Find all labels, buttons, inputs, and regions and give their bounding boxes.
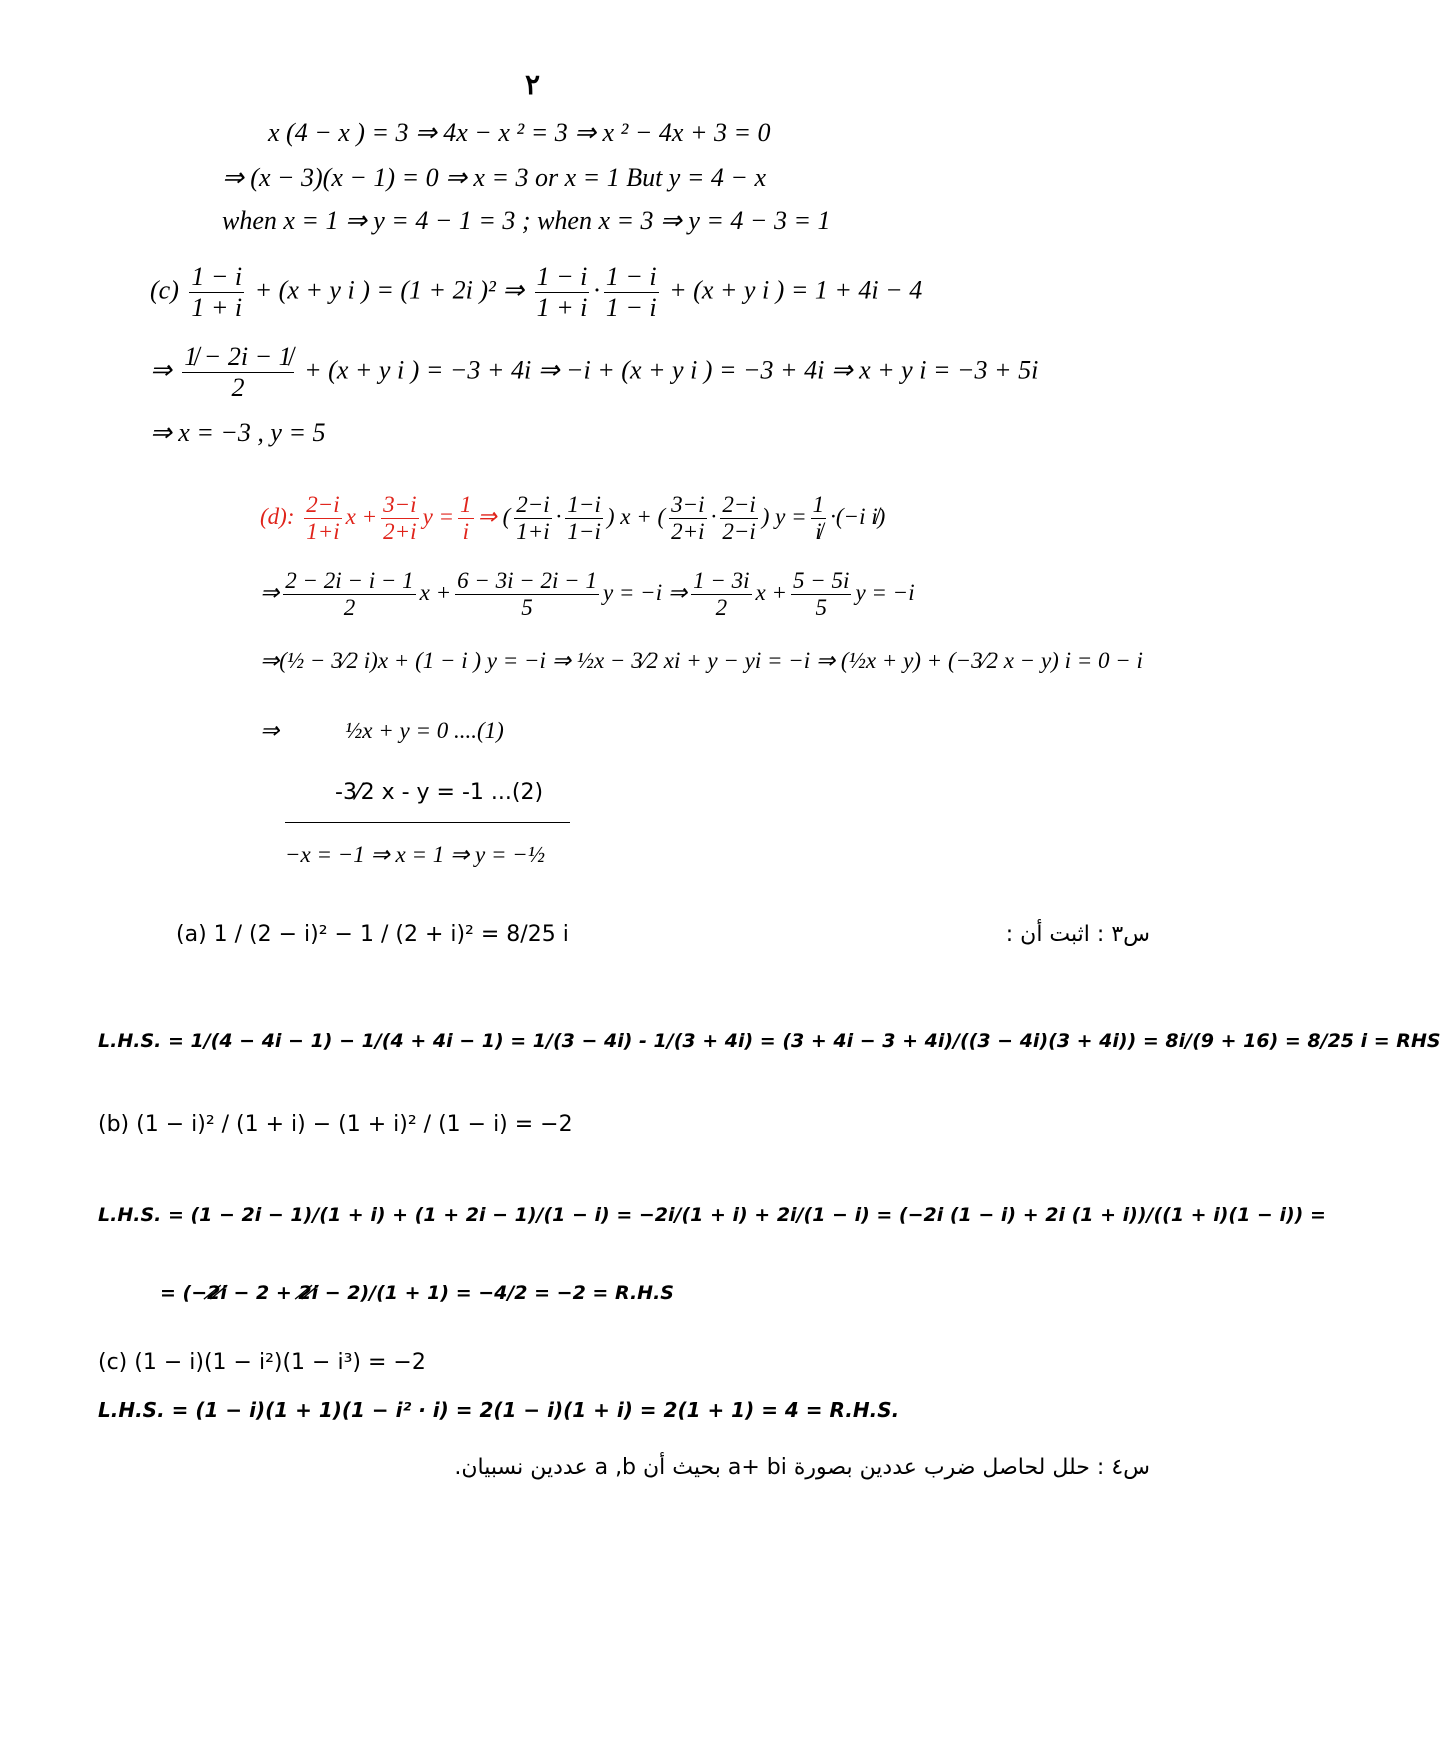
fraction: $\frac{1̸ - 2i - 1̸}{2}$ [184, 342, 292, 402]
fraction: $\frac{5 - 5i}{5}$ [793, 568, 850, 621]
q3-b-proof-2: = (−2̸i̸ − 2 + 2̸i̸ − 2)/(1 + 1) = −4/2 = −2 = R.H.S [160, 1282, 674, 1304]
fraction: $\frac{1 - i}{1 + i}$ [536, 262, 588, 322]
q3-b-proof-1: L.H.S. = (1 − 2i − 1)/(1 + i) + (1 + 2i − 1)/(1 − i) = −2i/(1 + i) + 2i/(1 − i) = (−2i (1 − i) + 2i (1 + i))/((1 + i)(1 − i)) = [98, 1204, 1326, 1226]
fraction: $\frac{1 - 3i}{2}$ [693, 568, 750, 621]
fraction: $\frac{1 - i}{1 + i}$ [191, 262, 243, 322]
part-d-line-3: ⇒(½ − 3⁄2 i)x + (1 − i ) y = −i ⇒ ½x − 3⁄2 xi + y − yi = −i ⇒ (½x + y) + (−3⁄2 x − y) i = 0 − i [260, 648, 1143, 673]
fraction: $\frac{2 - 2i - i - 1}{2}$ [285, 568, 414, 621]
fraction: $\frac{3-i}{2+i}$ [671, 492, 705, 545]
part-c-tail: + (x + y i ) = 1 + 4i − 4 [669, 275, 923, 305]
part-c-mid: + (x + y i ) = (1 + 2i )² ⇒ [254, 275, 525, 305]
q3-heading: س٣ : اثبت أن : [1005, 922, 1150, 947]
fraction: $\frac{2-i}{1+i}$ [516, 492, 550, 545]
equation-line-1: x (4 − x ) = 3 ⇒ 4x − x ² = 3 ⇒ x ² − 4x + 3 = 0 [268, 118, 771, 147]
fraction: $\frac{2-i}{2-i}$ [722, 492, 756, 545]
part-d-line-2: ⇒ $\frac{2 - 2i - i - 1}{2}$ x + $\frac{6 - 3i - 2i - 1}{5}$ y = −i ⇒ $\frac{1 - 3i}{2}$ x + $\frac{5 - 5i}{5}$ y = −i [260, 568, 915, 621]
part-d-eq1: ½x + y = 0 ....(1) [345, 718, 504, 743]
q3-a-proof: L.H.S. = 1/(4 − 4i − 1) − 1/(4 + 4i − 1) = 1/(3 − 4i) - 1/(3 + 4i) = (3 + 4i − 3 + 4i)/((3 − 4i)(3 + 4i)) = 8i/(9 + 16) = 8/25 i = RHS [98, 1030, 1441, 1052]
part-c-line-2: ⇒ $\frac{1̸ - 2i - 1̸}{2}$ + (x + y i ) = −3 + 4i ⇒ −i + (x + y i ) = −3 + 4i ⇒ x + y i = −3 + 5i [150, 342, 1039, 402]
fraction: $\frac{1 - i}{1 - i}$ [605, 262, 657, 322]
q3-a-statement: (a) 1 / (2 − i)² − 1 / (2 + i)² = 8/25 i [176, 922, 569, 947]
part-d-line-1: (d): $\frac{2-i}{1+i}$ x + $\frac{3-i}{2+i}$ y = $\frac{1}{i}$ ⇒ ( $\frac{2-i}{1+i}$ · $\frac{1-i}{1-i}$ ) x + ( $\frac{3-i}{2+i}$ · $\frac{2-i}{2-i}$ ) y = $\frac{1}{i̸}$ ·(−i i̸) [260, 492, 886, 545]
q3-c-statement: (c) (1 − i)(1 − i²)(1 − i³) = −2 [98, 1350, 426, 1375]
part-d-result: −x = −1 ⇒ x = 1 ⇒ y = −½ [285, 842, 546, 867]
part-d-eq2: -3⁄2 x - y = -1 ...(2) [335, 780, 544, 805]
page-number: ٢ [525, 70, 541, 101]
part-d-red-statement: (d): $\frac{2-i}{1+i}$ x + $\frac{3-i}{2+i}$ y = $\frac{1}{i}$ ⇒ [260, 492, 497, 545]
addition-rule [285, 822, 570, 823]
q3-c-proof: L.H.S. = (1 − i)(1 + 1)(1 − i² · i) = 2(1 − i)(1 + i) = 2(1 + 1) = 4 = R.H.S. [98, 1398, 900, 1422]
equation-line-3: when x = 1 ⇒ y = 4 − 1 = 3 ; when x = 3 ⇒ y = 4 − 3 = 1 [222, 206, 831, 235]
part-d-arrow: ⇒ [260, 718, 280, 743]
part-c-line2-tail: + (x + y i ) = −3 + 4i ⇒ −i + (x + y i ) = −3 + 4i ⇒ x + y i = −3 + 5i [304, 355, 1039, 385]
part-c-label: (c) [150, 275, 179, 305]
fraction: $\frac{1}{i̸}$ [812, 492, 825, 545]
q4-text: س٤ : حلل لحاصل ضرب عددين بصورة a+ bi بحيث أن a ,b عددين نسبيان. [454, 1455, 1150, 1480]
fraction: $\frac{6 - 3i - 2i - 1}{5}$ [457, 568, 597, 621]
part-c-line-1: (c) $\frac{1 - i}{1 + i}$ + (x + y i ) = (1 + 2i )² ⇒ $\frac{1 - i}{1 + i}$ · $\frac{1 - i}{1 - i}$ + (x + y i ) = 1 + 4i − 4 [150, 262, 923, 322]
equation-line-2: ⇒ (x − 3)(x − 1) = 0 ⇒ x = 3 or x = 1 But y = 4 − x [222, 163, 766, 192]
part-c-line-3: ⇒ x = −3 , y = 5 [150, 418, 326, 447]
q3-b-statement: (b) (1 − i)² / (1 + i) − (1 + i)² / (1 − i) = −2 [98, 1112, 573, 1137]
fraction: $\frac{1-i}{1-i}$ [567, 492, 601, 545]
